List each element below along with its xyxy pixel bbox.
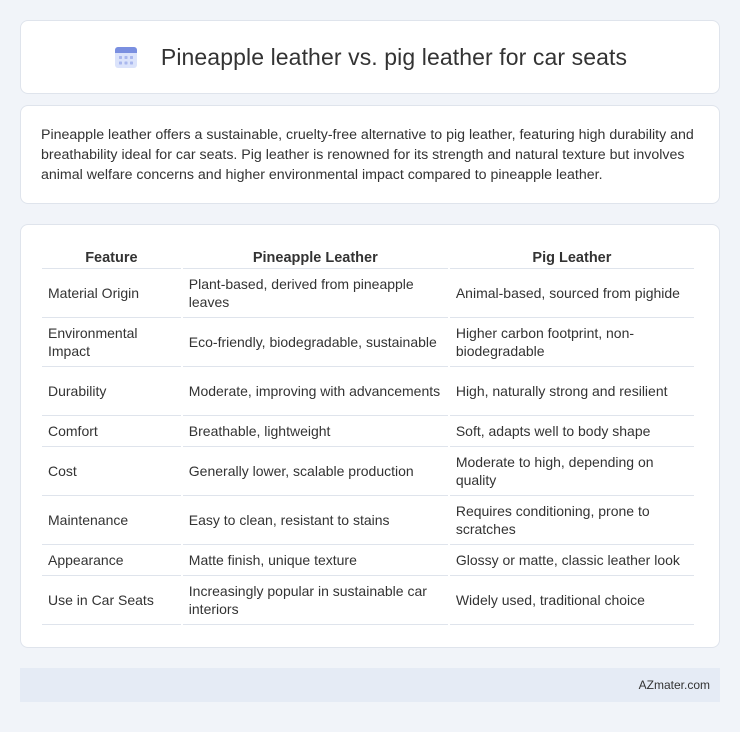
- pineapple-cell: Plant-based, derived from pineapple leaves: [183, 269, 448, 318]
- pig-cell: Widely used, traditional choice: [450, 576, 694, 625]
- header-pineapple-leather: Pineapple Leather: [183, 245, 448, 269]
- pig-cell: Moderate to high, depending on quality: [450, 447, 694, 496]
- feature-cell: Appearance: [42, 545, 181, 576]
- title-card: [20, 20, 720, 94]
- source-link[interactable]: AZmater.com: [638, 678, 710, 692]
- table-row: [42, 416, 694, 447]
- pig-cell: Requires conditioning, prone to scratches: [450, 496, 694, 545]
- intro-text: Pineapple leather offers a sustainable, cruelty-free alternative to pig leather, featuring high durability and breathability ideal for car seats. Pig leather is renowned for its strength and natural texture but involves animal welfare concerns and higher environmental impact compared to pineapple leather.: [41, 127, 694, 183]
- header-pig-leather: Pig Leather: [450, 245, 694, 269]
- feature-cell: Cost: [42, 447, 181, 496]
- pineapple-cell: Moderate, improving with advancements: [183, 367, 448, 416]
- pineapple-cell: Eco-friendly, biodegradable, sustainable: [183, 318, 448, 367]
- feature-cell: Environmental Impact: [42, 318, 181, 367]
- intro-card: [20, 105, 720, 204]
- header-feature: Feature: [42, 245, 181, 269]
- pineapple-cell: Breathable, lightweight: [183, 416, 448, 447]
- pig-cell: Animal-based, sourced from pighide: [450, 269, 694, 318]
- pineapple-cell: Increasingly popular in sustainable car interiors: [183, 576, 448, 625]
- pig-cell: Higher carbon footprint, non-biodegradable: [450, 318, 694, 367]
- table-row: [42, 576, 694, 625]
- page-title: Pineapple leather vs. pig leather for car seats: [160, 43, 628, 70]
- comparison-card: [20, 224, 720, 648]
- pig-cell: Glossy or matte, classic leather look: [450, 545, 694, 576]
- table-row: [42, 367, 694, 416]
- pig-cell: Soft, adapts well to body shape: [450, 416, 694, 447]
- feature-cell: Durability: [42, 367, 181, 416]
- pineapple-cell: Matte finish, unique texture: [183, 545, 448, 576]
- feature-cell: Comfort: [42, 416, 181, 447]
- table-header-row: [42, 245, 694, 269]
- comparison-table: [40, 245, 696, 625]
- feature-cell: Use in Car Seats: [42, 576, 181, 625]
- feature-cell: Maintenance: [42, 496, 181, 545]
- table-row: [42, 269, 694, 318]
- table-row: [42, 318, 694, 367]
- table-row: [42, 447, 694, 496]
- pineapple-cell: Easy to clean, resistant to stains: [183, 496, 448, 545]
- footer-bar: [20, 668, 720, 702]
- feature-cell: Material Origin: [42, 269, 181, 318]
- pig-cell: High, naturally strong and resilient: [450, 367, 694, 416]
- table-row: [42, 545, 694, 576]
- pineapple-cell: Generally lower, scalable production: [183, 447, 448, 496]
- calendar-icon: [113, 44, 139, 70]
- table-row: [42, 496, 694, 545]
